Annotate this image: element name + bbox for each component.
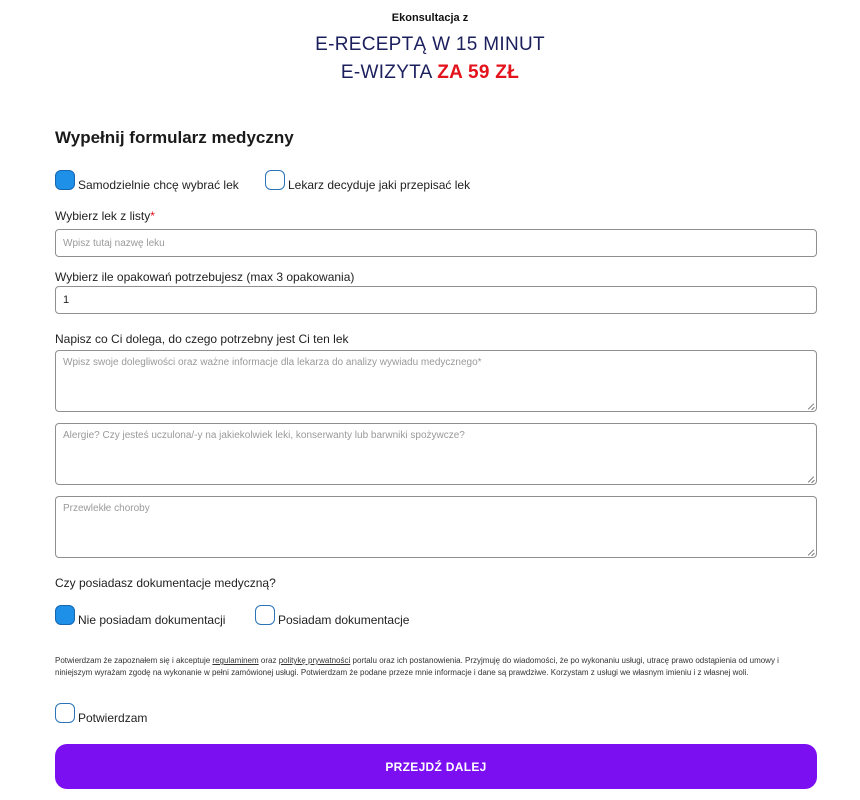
option-no-documentation-label: Nie posiadam dokumentacji: [78, 613, 226, 627]
drug-label-text: Wybierz lek z listy: [55, 209, 151, 223]
option-self-select[interactable]: [55, 170, 239, 190]
option-doctor-decides[interactable]: [265, 170, 470, 190]
required-mark: *: [150, 209, 155, 223]
checkbox-confirm[interactable]: [55, 703, 75, 723]
option-doctor-decides-label: Lekarz decyduje jaki przepisać lek: [288, 178, 471, 192]
header-price: ZA 59 ZŁ: [437, 62, 520, 83]
confirm-consent[interactable]: [55, 703, 147, 723]
option-has-documentation-label: Posiadam dokumentacje: [278, 613, 410, 627]
allergies-textarea[interactable]: [55, 423, 817, 485]
legal-text-part1: Potwierdzam że zapoznałem się i akceptuje: [55, 656, 213, 665]
option-has-documentation[interactable]: [255, 605, 409, 625]
header-eyebrow: Ekonsultacja z: [391, 12, 469, 24]
resize-handle-icon[interactable]: [806, 548, 814, 556]
checkbox-no-documentation[interactable]: [55, 605, 75, 625]
legal-text-part3: portalu oraz ich postanowienia. Przyjmuję do wiadomości, że po wykonaniu usługi, utracę prawo odstąpienia od umowy i niniejszym wyrażam zgodę na wykonanie w pełni zamówionej usługi. Potwierdzam że podane przeze mnie informacje i dane są prawdziwe. Korzystam z usługi we własnym imieniu i z własnej woli.: [55, 656, 779, 677]
checkbox-doctor-decides[interactable]: [265, 170, 285, 190]
drug-field-label: [55, 209, 155, 223]
confirm-label: Potwierdzam: [78, 711, 148, 725]
resize-handle-icon[interactable]: [806, 402, 814, 410]
header-title-line1: E-RECEPTĄ W 15 MINUT: [315, 34, 545, 55]
legal-consent-text: [55, 655, 815, 678]
header-visit-label: E-WIZYTA: [340, 62, 432, 83]
checkbox-has-documentation[interactable]: [255, 605, 275, 625]
drug-search-input[interactable]: [55, 229, 817, 257]
option-no-documentation[interactable]: [55, 605, 225, 625]
continue-button[interactable]: PRZEJDŹ DALEJ: [55, 744, 817, 789]
chronic-diseases-textarea[interactable]: [55, 496, 817, 558]
complaint-textarea[interactable]: [55, 350, 817, 412]
packages-count-input[interactable]: [55, 286, 817, 314]
privacy-policy-link[interactable]: politykę prywatności: [278, 656, 351, 665]
complaint-label: Napisz co Ci dolega, do czego potrzebny jest Ci ten lek: [55, 332, 349, 346]
legal-text-part2: oraz: [258, 656, 279, 665]
checkbox-self-select[interactable]: [55, 170, 75, 190]
resize-handle-icon[interactable]: [806, 475, 814, 483]
form-title: Wypełnij formularz medyczny: [55, 128, 294, 147]
terms-link[interactable]: regulaminem: [212, 656, 259, 665]
option-self-select-label: Samodzielnie chcę wybrać lek: [78, 178, 239, 192]
packages-label: Wybierz ile opakowań potrzebujesz (max 3 opakowania): [55, 270, 355, 284]
documentation-question: Czy posiadasz dokumentacje medyczną?: [55, 576, 276, 590]
header-title-line2: [0, 62, 860, 84]
